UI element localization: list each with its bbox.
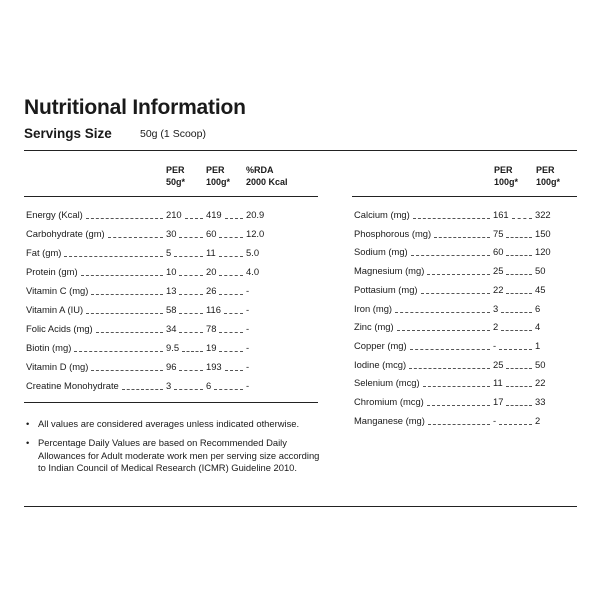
dotted-leader [421, 283, 490, 294]
value-col-1: - [493, 340, 497, 351]
table-row [352, 264, 577, 278]
nutrient-name: Pottasium (mg) [354, 284, 418, 295]
table-row [352, 245, 577, 259]
table-row [24, 379, 324, 393]
value-per-100g: 26 [206, 285, 217, 296]
value-col-1: 75 [493, 228, 504, 239]
dotted-leader [225, 208, 243, 219]
value-per-50g: 3 [166, 380, 172, 391]
dotted-leader [499, 414, 532, 425]
right-header-per100-b: PER 100g* [536, 165, 561, 187]
value-col-2: 33 [535, 396, 546, 407]
value-per-100g: 6 [206, 380, 212, 391]
dotted-leader [506, 264, 532, 275]
nutrient-name: Chromium (mcg) [354, 396, 424, 407]
dotted-leader [499, 339, 532, 350]
value-per-50g: 30 [166, 228, 177, 239]
dotted-leader [506, 358, 532, 369]
value-per-100g: 60 [206, 228, 217, 239]
dotted-leader [506, 227, 532, 238]
dotted-leader [219, 322, 243, 333]
dotted-leader [501, 320, 532, 331]
footnote: • Percentage Daily Values are based on Recommended Daily Allowances for Adult moderate work men per serving size according to Indian Council of Medical Research (ICMR) Guideline 2010. [26, 437, 320, 473]
value-rda: - [246, 323, 250, 334]
value-col-1: 22 [493, 284, 504, 295]
dotted-leader [179, 360, 203, 371]
dotted-leader [179, 303, 203, 314]
table-row [24, 246, 324, 260]
value-col-1: 2 [493, 321, 499, 332]
nutrient-name: Energy (Kcal) [26, 209, 83, 220]
nutrient-name: Biotin (mg) [26, 342, 72, 353]
value-per-50g: 9.5 [166, 342, 180, 353]
value-per-100g: 20 [206, 266, 217, 277]
value-col-1: 25 [493, 359, 504, 370]
dotted-leader [506, 376, 532, 387]
value-rda: - [246, 380, 250, 391]
value-rda: - [246, 361, 250, 372]
value-col-2: 150 [535, 228, 551, 239]
table-row [352, 320, 577, 334]
nutrient-name: Carbohydrate (gm) [26, 228, 105, 239]
left-header-per50: PER 50g* [166, 165, 186, 187]
value-per-50g: 34 [166, 323, 177, 334]
value-per-100g: 78 [206, 323, 217, 334]
dotted-leader [91, 360, 163, 371]
dotted-leader [506, 245, 532, 256]
table-row [352, 395, 577, 409]
value-rda: 12.0 [246, 228, 265, 239]
value-rda: 20.9 [246, 209, 265, 220]
nutrient-name: Vitamin D (mg) [26, 361, 89, 372]
left-header-rule [24, 196, 318, 197]
value-col-2: 45 [535, 284, 546, 295]
table-row [352, 358, 577, 372]
nutrient-name: Copper (mg) [354, 340, 407, 351]
dotted-leader [219, 284, 243, 295]
table-row [352, 283, 577, 297]
table-row [352, 376, 577, 390]
dotted-leader [397, 320, 490, 331]
table-row [24, 227, 324, 241]
value-col-2: 6 [535, 303, 541, 314]
dotted-leader [410, 339, 490, 350]
dotted-leader [413, 208, 490, 219]
table-row [352, 302, 577, 316]
nutrient-name: Sodium (mg) [354, 246, 408, 257]
right-header-rule [352, 196, 577, 197]
bottom-rule [24, 506, 577, 507]
value-col-2: 4 [535, 321, 541, 332]
dotted-leader [411, 245, 490, 256]
nutrient-name: Phosphorous (mg) [354, 228, 432, 239]
dotted-leader [409, 358, 490, 369]
table-row [352, 208, 577, 222]
table-row [352, 339, 577, 353]
dotted-leader [179, 265, 203, 276]
table-row [24, 322, 324, 336]
nutrient-name: Folic Acids (mg) [26, 323, 93, 334]
table-row [24, 341, 324, 355]
top-rule [24, 150, 577, 151]
serving-size-label: Servings Size [24, 126, 112, 141]
table-row [24, 208, 324, 222]
dotted-leader [86, 303, 163, 314]
dotted-leader [427, 264, 490, 275]
value-per-100g: 116 [206, 304, 221, 315]
value-per-50g: 10 [166, 266, 177, 277]
value-per-50g: 5 [166, 247, 172, 258]
left-header-rda: %RDA 2000 Kcal [246, 165, 288, 187]
value-per-50g: 13 [166, 285, 177, 296]
dotted-leader [219, 246, 243, 257]
value-per-100g: 193 [206, 361, 222, 372]
dotted-leader [174, 246, 203, 257]
dotted-leader [427, 395, 490, 406]
dotted-leader [214, 379, 243, 390]
value-rda: 5.0 [246, 247, 260, 258]
value-col-2: 50 [535, 359, 546, 370]
dotted-leader [219, 341, 243, 352]
dotted-leader [434, 227, 490, 238]
value-col-2: 50 [535, 265, 546, 276]
dotted-leader [423, 376, 490, 387]
dotted-leader [174, 379, 203, 390]
dotted-leader [86, 208, 163, 219]
dotted-leader [219, 265, 243, 276]
value-col-1: 17 [493, 396, 504, 407]
table-row [24, 265, 324, 279]
value-col-2: 120 [535, 246, 551, 257]
dotted-leader [506, 395, 532, 406]
dotted-leader [224, 303, 243, 314]
value-per-50g: 96 [166, 361, 177, 372]
table-row [352, 227, 577, 241]
value-col-1: 60 [493, 246, 504, 257]
dotted-leader [395, 302, 490, 313]
table-row [24, 360, 324, 374]
dotted-leader [64, 246, 163, 257]
value-col-1: - [493, 415, 497, 426]
dotted-leader [81, 265, 163, 276]
nutrient-name: Manganese (mg) [354, 415, 425, 426]
nutrient-name: Calcium (mg) [354, 209, 410, 220]
dotted-leader [179, 322, 203, 333]
value-col-1: 11 [493, 377, 503, 388]
table-row [24, 284, 324, 298]
dotted-leader [91, 284, 163, 295]
nutrient-name: Iron (mg) [354, 303, 393, 314]
serving-size-value: 50g (1 Scoop) [140, 128, 206, 140]
nutrient-name: Creatine Monohydrate [26, 380, 119, 391]
value-per-100g: 419 [206, 209, 222, 220]
nutrient-name: Fat (gm) [26, 247, 62, 258]
nutrient-name: Vitamin A (IU) [26, 304, 84, 315]
right-header-per100-a: PER 100g* [494, 165, 519, 187]
value-rda: 4.0 [246, 266, 260, 277]
dotted-leader [506, 283, 532, 294]
value-col-1: 3 [493, 303, 499, 314]
value-col-2: 22 [535, 377, 546, 388]
left-header-per100: PER 100g* [206, 165, 231, 187]
dotted-leader [428, 414, 490, 425]
nutrient-name: Vitamin C (mg) [26, 285, 89, 296]
table-row [24, 303, 324, 317]
value-col-2: 2 [535, 415, 541, 426]
value-per-100g: 11 [206, 247, 216, 258]
value-rda: - [246, 304, 250, 315]
value-per-50g: 58 [166, 304, 177, 315]
table-row [352, 414, 577, 428]
dotted-leader [219, 227, 243, 238]
dotted-leader [185, 208, 203, 219]
page-title: Nutritional Information [24, 96, 246, 119]
dotted-leader [179, 284, 203, 295]
dotted-leader [512, 208, 532, 219]
value-rda: - [246, 342, 250, 353]
dotted-leader [501, 302, 532, 313]
value-col-1: 25 [493, 265, 504, 276]
value-col-1: 161 [493, 209, 509, 220]
value-per-50g: 210 [166, 209, 182, 220]
dotted-leader [182, 341, 203, 352]
value-rda: - [246, 285, 250, 296]
dotted-leader [108, 227, 163, 238]
dotted-leader [179, 227, 203, 238]
dotted-leader [122, 379, 163, 390]
dotted-leader [74, 341, 163, 352]
nutrient-name: Selenium (mcg) [354, 377, 420, 388]
nutrient-name: Protein (gm) [26, 266, 78, 277]
value-col-2: 322 [535, 209, 551, 220]
nutrient-name: Iodine (mcg) [354, 359, 407, 370]
value-per-100g: 19 [206, 342, 217, 353]
value-col-2: 1 [535, 340, 541, 351]
dotted-leader [225, 360, 243, 371]
footnote: • All values are considered averages unless indicated otherwise. [26, 418, 300, 429]
nutrient-name: Magnesium (mg) [354, 265, 425, 276]
left-table-bottom-rule [24, 402, 318, 403]
nutrient-name: Zinc (mg) [354, 321, 394, 332]
dotted-leader [96, 322, 163, 333]
